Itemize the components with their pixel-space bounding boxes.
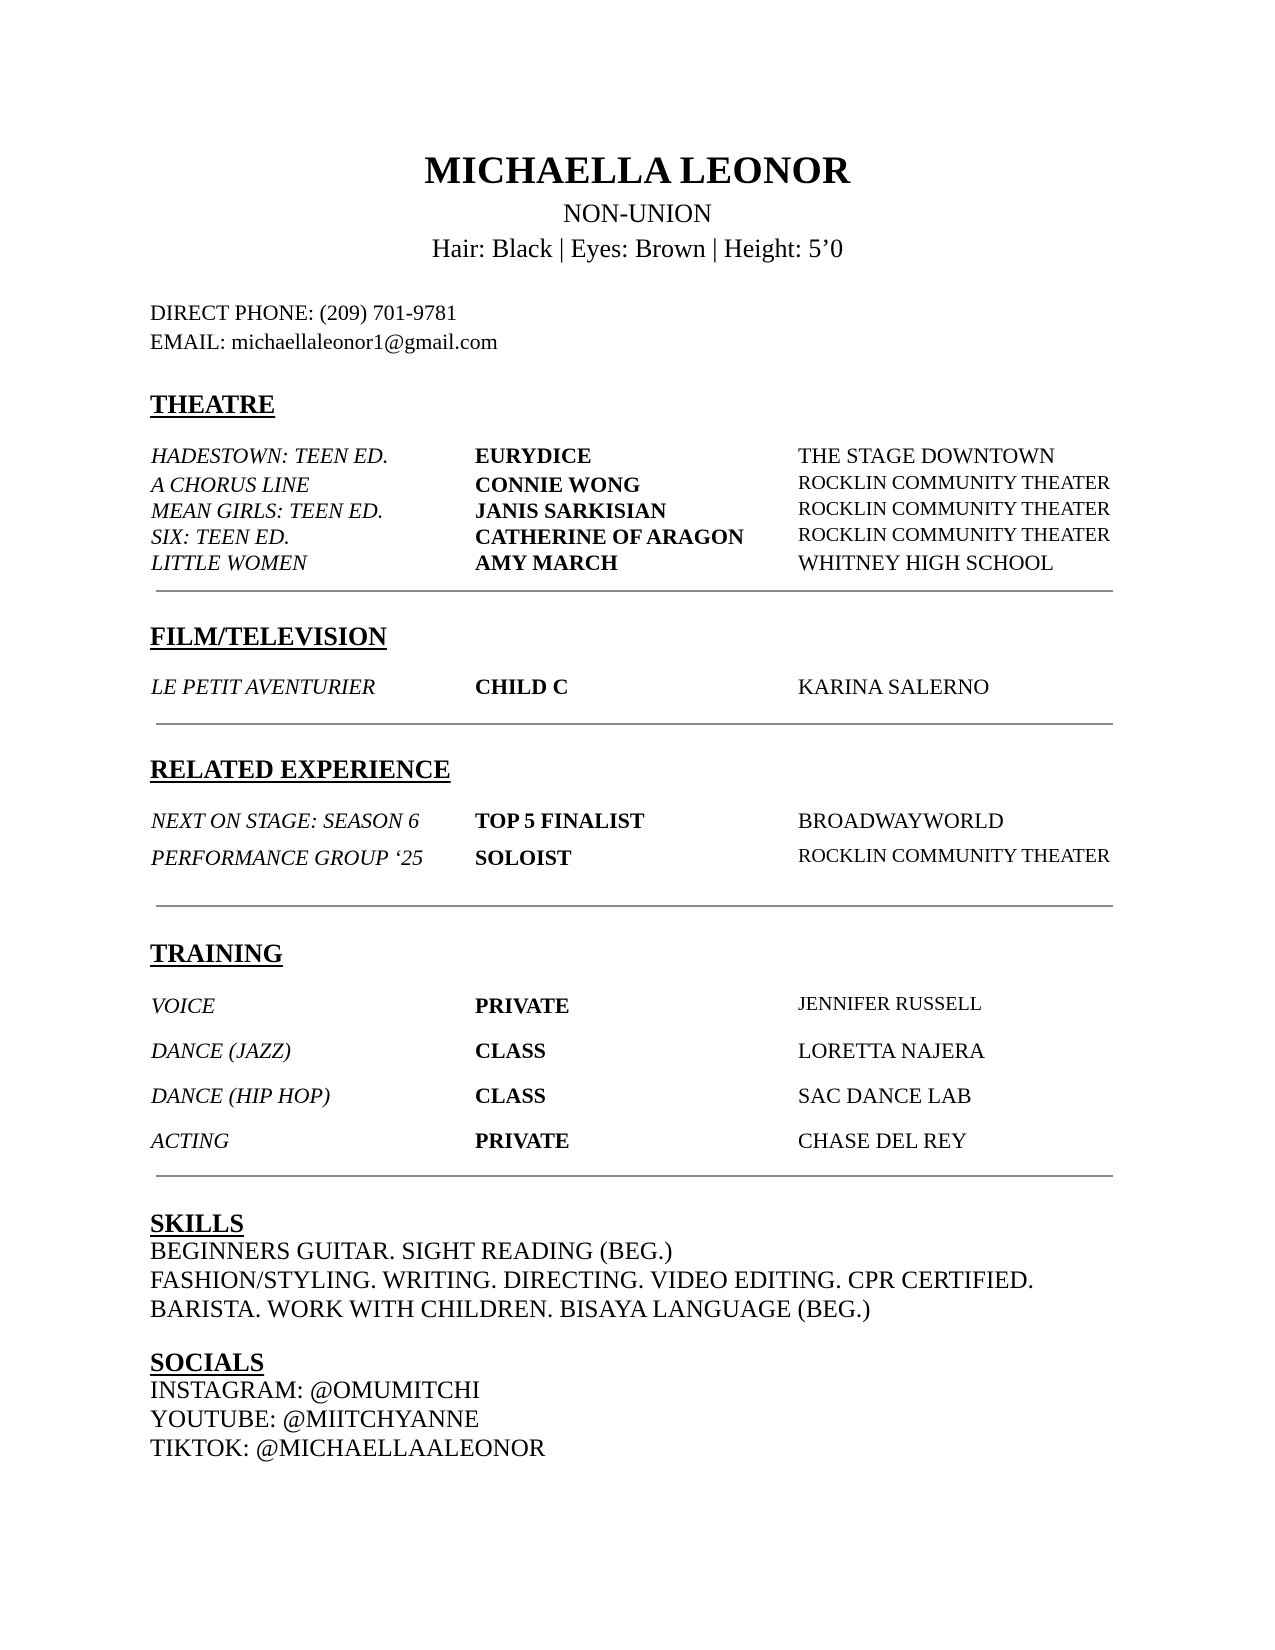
theatre-venue: THE STAGE DOWNTOWN	[798, 443, 1055, 468]
film-heading: FILM/TELEVISION	[150, 622, 387, 651]
training-area: DANCE (HIP HOP)	[151, 1083, 331, 1108]
related-show: PERFORMANCE GROUP ‘25	[151, 845, 424, 870]
film-role: CHILD C	[475, 674, 569, 699]
section-divider	[156, 590, 1113, 592]
related-venue: BROADWAYWORLD	[798, 808, 1004, 833]
section-divider	[156, 723, 1113, 725]
training-type: CLASS	[475, 1038, 546, 1063]
theatre-show: MEAN GIRLS: TEEN ED.	[151, 498, 384, 523]
training-teacher: JENNIFER RUSSELL	[798, 993, 982, 1015]
social-tiktok: TIKTOK: @MICHAELLAALEONOR	[150, 1435, 546, 1462]
social-instagram: INSTAGRAM: @OMUMITCHI	[150, 1377, 481, 1404]
training-area: VOICE	[151, 993, 216, 1018]
training-teacher: CHASE DEL REY	[798, 1128, 968, 1153]
training-heading: TRAINING	[150, 939, 283, 968]
related-role: TOP 5 FINALIST	[475, 808, 645, 833]
training-type: PRIVATE	[475, 993, 570, 1018]
training-teacher: LORETTA NAJERA	[798, 1038, 986, 1063]
film-venue: KARINA SALERNO	[798, 674, 990, 699]
social-youtube: YOUTUBE: @MIITCHYANNE	[150, 1406, 480, 1433]
skills-line: BARISTA. WORK WITH CHILDREN. BISAYA LANGUAGE (BEG.)	[150, 1296, 871, 1323]
theatre-role: AMY MARCH	[475, 550, 618, 575]
theatre-venue: ROCKLIN COMMUNITY THEATER	[798, 524, 1111, 546]
training-area: ACTING	[151, 1128, 230, 1153]
theatre-show: A CHORUS LINE	[151, 472, 310, 497]
theatre-role: JANIS SARKISIAN	[475, 498, 667, 523]
theatre-show: HADESTOWN: TEEN ED.	[151, 443, 389, 468]
theatre-venue: ROCKLIN COMMUNITY THEATER	[798, 498, 1111, 520]
training-teacher: SAC DANCE LAB	[798, 1083, 972, 1108]
related-heading: RELATED EXPERIENCE	[150, 755, 451, 784]
skills-line: FASHION/STYLING. WRITING. DIRECTING. VIDEO EDITING. CPR CERTIFIED.	[150, 1267, 1034, 1294]
theatre-venue: WHITNEY HIGH SCHOOL	[798, 550, 1054, 575]
union-status: NON-UNION	[563, 199, 712, 228]
physical-stats: Hair: Black | Eyes: Brown | Height: 5’0	[431, 234, 844, 263]
theatre-show: SIX: TEEN ED.	[151, 524, 290, 549]
related-role: SOLOIST	[475, 845, 572, 870]
training-type: CLASS	[475, 1083, 546, 1108]
theatre-role: EURYDICE	[475, 443, 592, 468]
theatre-role: CATHERINE OF ARAGON	[475, 524, 744, 549]
training-area: DANCE (JAZZ)	[151, 1038, 291, 1063]
theatre-show: LITTLE WOMEN	[151, 550, 307, 575]
section-divider	[156, 1175, 1113, 1177]
section-divider	[156, 905, 1113, 907]
socials-heading: SOCIALS	[150, 1348, 265, 1377]
film-show: LE PETIT AVENTURIER	[151, 674, 376, 699]
contact-phone: DIRECT PHONE: (209) 701-9781	[150, 300, 457, 325]
skills-line: BEGINNERS GUITAR. SIGHT READING (BEG.)	[150, 1238, 673, 1265]
related-venue: ROCKLIN COMMUNITY THEATER	[798, 845, 1111, 867]
resume-name: MICHAELLA LEONOR	[424, 149, 851, 192]
related-show: NEXT ON STAGE: SEASON 6	[151, 808, 420, 833]
theatre-role: CONNIE WONG	[475, 472, 641, 497]
theatre-heading: THEATRE	[150, 390, 276, 419]
training-type: PRIVATE	[475, 1128, 570, 1153]
contact-email: EMAIL: michaellaleonor1@gmail.com	[150, 329, 498, 354]
theatre-venue: ROCKLIN COMMUNITY THEATER	[798, 472, 1111, 494]
skills-heading: SKILLS	[150, 1209, 244, 1238]
